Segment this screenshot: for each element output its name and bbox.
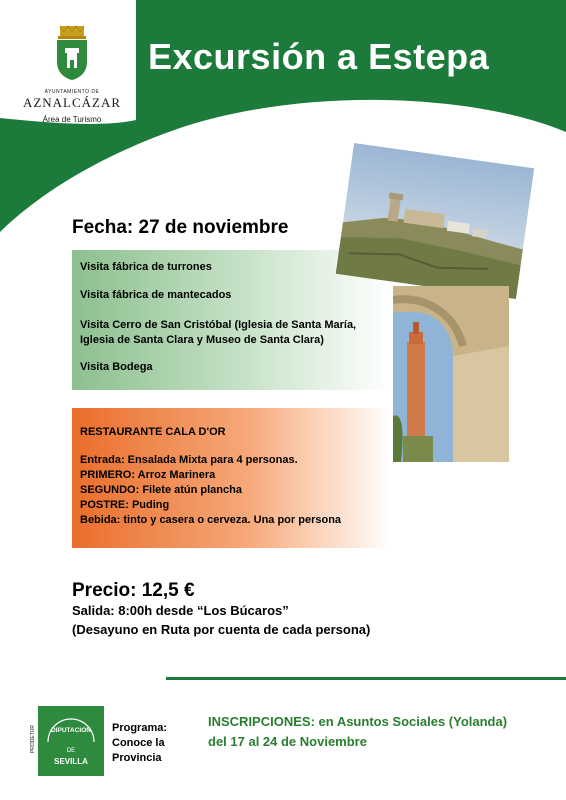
breakfast-note: (Desayuno en Ruta por cuenta de cada persona) (72, 622, 371, 637)
footer-divider (166, 677, 566, 680)
visit-item: Visita fábrica de turrones (80, 261, 212, 273)
town-logo (18, 24, 126, 124)
restaurant-name: RESTAURANTE CALA D'OR (80, 426, 226, 438)
event-date: Fecha: 27 de noviembre (72, 217, 289, 238)
diputacion-city-text: SEVILLA (54, 757, 88, 766)
tower-arch-photo (393, 286, 509, 462)
diputacion-arc-icon (38, 706, 104, 776)
diputacion-de-text: DE (66, 748, 76, 754)
menu-line: SEGUNDO: Filete atún plancha (80, 484, 242, 496)
price: Precio: 12,5 € (72, 580, 195, 601)
diputacion-badge (38, 706, 104, 776)
departure-info: Salida: 8:00h desde “Los Búcaros” (72, 603, 289, 618)
page-title: Excursión a Estepa (148, 36, 490, 77)
visit-item: Visita Cerro de San Cristóbal (Iglesia de Santa María, (80, 319, 357, 331)
visit-item: Visita Bodega (80, 361, 153, 373)
diputacion-logo (28, 706, 106, 776)
logo-town: AZNALCÁZAR (22, 95, 122, 110)
prodetur-label: PRODETUR (30, 724, 36, 754)
menu-line: Bebida: tinto y casera o cerveza. Una por persona (80, 514, 342, 526)
inscriptions-info: INSCRIPCIONES: en Asuntos Sociales (Yolanda) del 17 al 24 de Noviembre (208, 714, 508, 749)
menu-line: PRIMERO: Arroz Marinera (80, 469, 216, 481)
estepa-landscape-photo (336, 143, 535, 299)
logo-org: AYUNTAMIENTO DE (44, 89, 100, 95)
diputacion-top-text: DIPUTACION (51, 727, 91, 734)
program-label: Programa: Conoce la Provincia (112, 722, 168, 764)
menu-line: Entrada: Ensalada Mixta para 4 personas. (80, 454, 298, 466)
logo-area: Área de Turismo (42, 115, 102, 124)
visit-item: Iglesia de Santa Clara y Museo de Santa Clara) (80, 334, 324, 346)
visit-item: Visita fábrica de mantecados (80, 289, 232, 301)
menu-line: POSTRE: Puding (80, 499, 170, 511)
crowned-shield-crest-icon (52, 24, 92, 82)
menu-block (72, 408, 390, 548)
